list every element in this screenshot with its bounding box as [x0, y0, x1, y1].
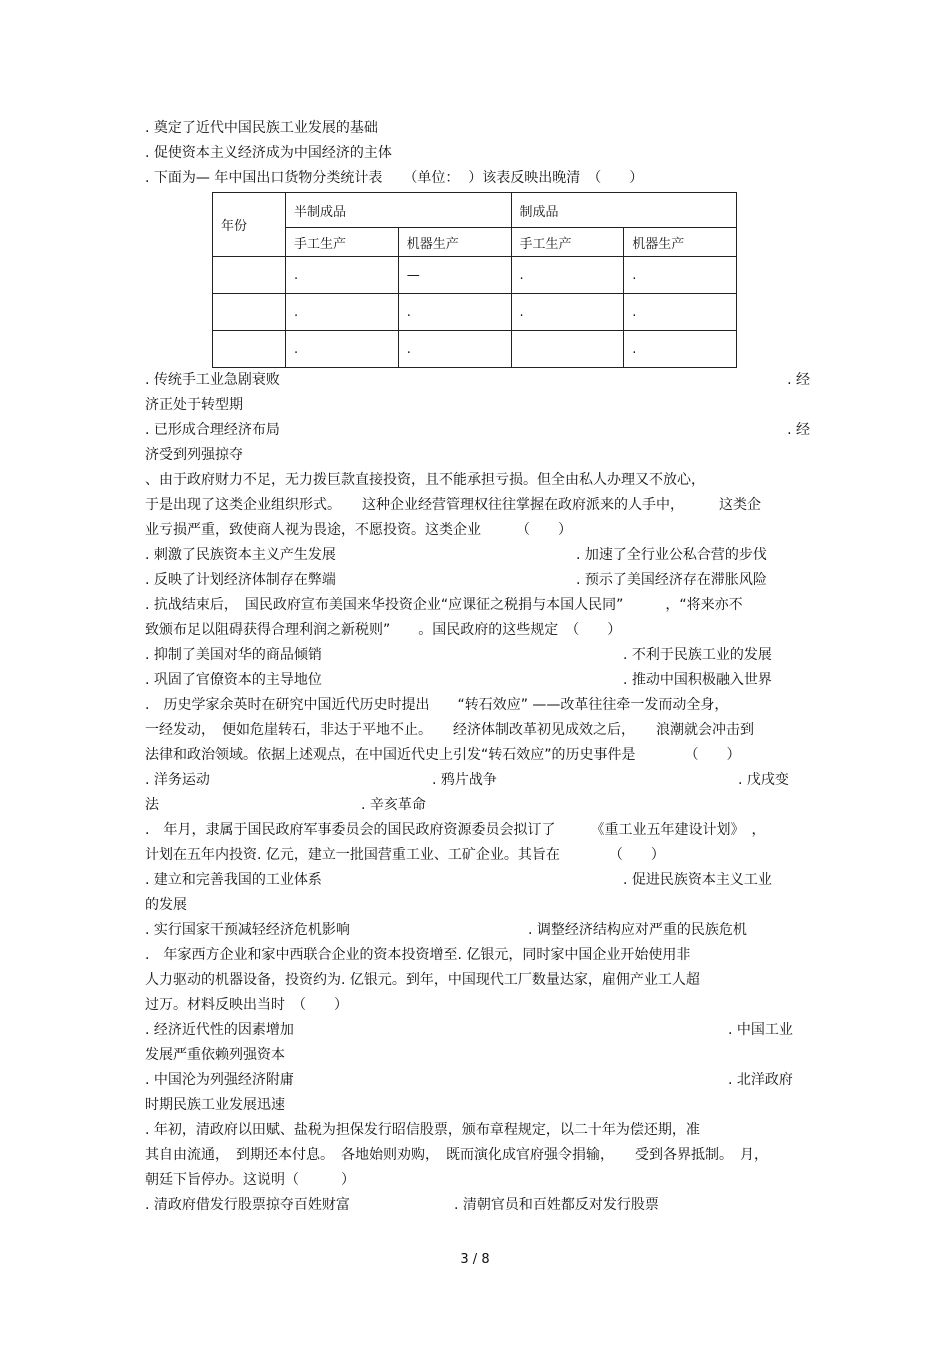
table-subheader: 手工生产: [286, 228, 399, 257]
option-b: . 经: [787, 372, 810, 388]
table-cell: .: [624, 257, 737, 294]
option-row: [145, 545, 810, 565]
table-cell: [213, 257, 286, 294]
table-cell: .: [511, 257, 624, 294]
table-row: [213, 257, 737, 294]
option-b: . 鸦片战争: [432, 772, 497, 788]
option-b: . 中国工业: [728, 1022, 793, 1038]
option-line: 济正处于转型期: [145, 397, 243, 413]
question-text: . 下面为— 年中国出口货物分类统计表 （单位： ）该表反映出晚清 （ ）: [145, 170, 644, 186]
table-cell: .: [398, 294, 511, 331]
option-c: . 已形成合理经济布局: [145, 422, 280, 438]
option-c: . 实行国家干预减轻经济危机影响: [145, 922, 350, 938]
table-cell: .: [624, 294, 737, 331]
table-header-year: 年份: [213, 193, 286, 257]
table-cell: [511, 331, 624, 368]
option-line: . 奠定了近代中国民族工业发展的基础: [145, 120, 378, 136]
option-row: [145, 920, 810, 940]
option-d: . 北洋政府: [728, 1072, 793, 1088]
option-d: . 推动中国积极融入世界: [623, 672, 772, 688]
option-line: 济受到列强掠夺: [145, 447, 243, 463]
option-row: [145, 670, 810, 690]
table-cell: .: [286, 257, 399, 294]
table-cell: .: [511, 294, 624, 331]
table-cell: .: [286, 294, 399, 331]
option-row: [145, 645, 810, 665]
question-text: 其自由流通， 到期还本付息。 各地始则劝购， 既而演化成官府强令捐输， 受到各界抵制。 月，: [145, 1147, 768, 1163]
option-row: [145, 570, 810, 590]
table-subheader: 机器生产: [624, 228, 737, 257]
question-text: 过万。材料反映出当时 （ ）: [145, 997, 348, 1013]
option-c-cont: 法: [145, 797, 159, 813]
question-text: . 抗战结束后， 国民政府宣布美国来华投资企业“应课征之税捐与本国人民同” ，“将来亦不: [145, 597, 743, 613]
option-a: . 经济近代性的因素增加: [145, 1022, 294, 1038]
question-text: . 年家西方企业和家中西联合企业的资本投资增至. 亿银元，同时家中国企业开始使用非: [145, 947, 691, 963]
question-text: 于是出现了这类企业组织形式。 这种企业经营管理权往往掌握在政府派来的人手中， 这类企: [145, 497, 761, 513]
option-a: . 清政府借发行股票掠夺百姓财富: [145, 1197, 350, 1213]
question-text: 、由于政府财力不足，无力拨巨款直接投资，且不能承担亏损。但全由私人办理又不放心，: [145, 472, 705, 488]
export-stats-table: [212, 192, 737, 368]
option-a: . 刺激了民族资本主义产生发展: [145, 547, 336, 563]
option-line: 时期民族工业发展迅速: [145, 1097, 285, 1113]
question-text: 致颁布足以阻碍获得合理利润之新税则” 。国民政府的这些规定 （ ）: [145, 622, 622, 638]
option-a: . 洋务运动: [145, 772, 210, 788]
table-cell: [213, 294, 286, 331]
option-c: . 反映了计划经济体制存在弊端: [145, 572, 336, 588]
option-b: . 促进民族资本主义工业: [623, 872, 772, 888]
table-subheader: 机器生产: [398, 228, 511, 257]
table-cell: —: [398, 257, 511, 294]
option-a: . 建立和完善我国的工业体系: [145, 872, 322, 888]
question-text: . 年初，清政府以田赋、盐税为担保发行昭信股票，颁布章程规定，以二十年为偿还期，准: [145, 1122, 700, 1138]
question-text: 业亏损严重，致使商人视为畏途，不愿投资。这类企业 （ ）: [145, 522, 572, 538]
option-b: . 加速了全行业公私合营的步伐: [576, 547, 767, 563]
table-header-group: 半制成品: [286, 193, 512, 228]
question-text: 法律和政治领域。依据上述观点，在中国近代史上引发“转石效应”的历史事件是 （ ）: [145, 747, 741, 763]
option-row: [145, 795, 810, 815]
option-d: . 预示了美国经济存在滞胀风险: [576, 572, 767, 588]
option-d: . 调整经济结构应对严重的民族危机: [528, 922, 747, 938]
option-row: [145, 870, 810, 890]
option-line: 的发展: [145, 897, 187, 913]
option-line: 发展严重依赖列强资本: [145, 1047, 285, 1063]
option-row: [145, 770, 810, 790]
option-c: . 戊戌变: [738, 772, 789, 788]
option-d: . 经: [787, 422, 810, 438]
table-cell: .: [624, 331, 737, 368]
option-row: [145, 420, 810, 440]
option-c: . 巩固了官僚资本的主导地位: [145, 672, 322, 688]
question-text: . 年月，隶属于国民政府军事委员会的国民政府资源委员会拟订了 《重工业五年建设计划》 ，: [145, 822, 766, 838]
option-row: [145, 1070, 810, 1090]
option-line: . 促使资本主义经济成为中国经济的主体: [145, 145, 392, 161]
table-cell: .: [286, 331, 399, 368]
table-row: [213, 294, 737, 331]
option-a: . 抑制了美国对华的商品倾销: [145, 647, 322, 663]
table-cell: .: [398, 331, 511, 368]
option-d: . 辛亥革命: [361, 797, 426, 813]
question-text: 朝廷下旨停办。这说明（ ）: [145, 1172, 355, 1188]
option-a: . 传统手工业急剧衰败: [145, 372, 280, 388]
option-row: [145, 1020, 810, 1040]
question-text: 一经发动， 便如危崖转石，非达于平地不止。 经济体制改革初见成效之后， 浪潮就会冲击到: [145, 722, 754, 738]
page-number: 3 / 8: [460, 1252, 490, 1267]
table-header-group: 制成品: [511, 193, 737, 228]
option-b: . 不利于民族工业的发展: [623, 647, 772, 663]
option-row: [145, 1195, 810, 1215]
table-subheader: 手工生产: [511, 228, 624, 257]
option-c: . 中国沦为列强经济附庸: [145, 1072, 294, 1088]
option-b: . 清朝官员和百姓都反对发行股票: [454, 1197, 659, 1213]
option-row: [145, 370, 810, 390]
question-text: 计划在五年内投资. 亿元，建立一批国营重工业、工矿企业。其旨在 （ ）: [145, 847, 665, 863]
question-text: . 历史学家余英时在研究中国近代历史时提出 “转石效应” ——改革往往牵一发而动全身，: [145, 697, 729, 713]
question-text: 人力驱动的机器设备，投资约为. 亿银元。到年，中国现代工厂数量达家，雇佣产业工人超: [145, 972, 700, 988]
table-row: [213, 331, 737, 368]
table-cell: [213, 331, 286, 368]
